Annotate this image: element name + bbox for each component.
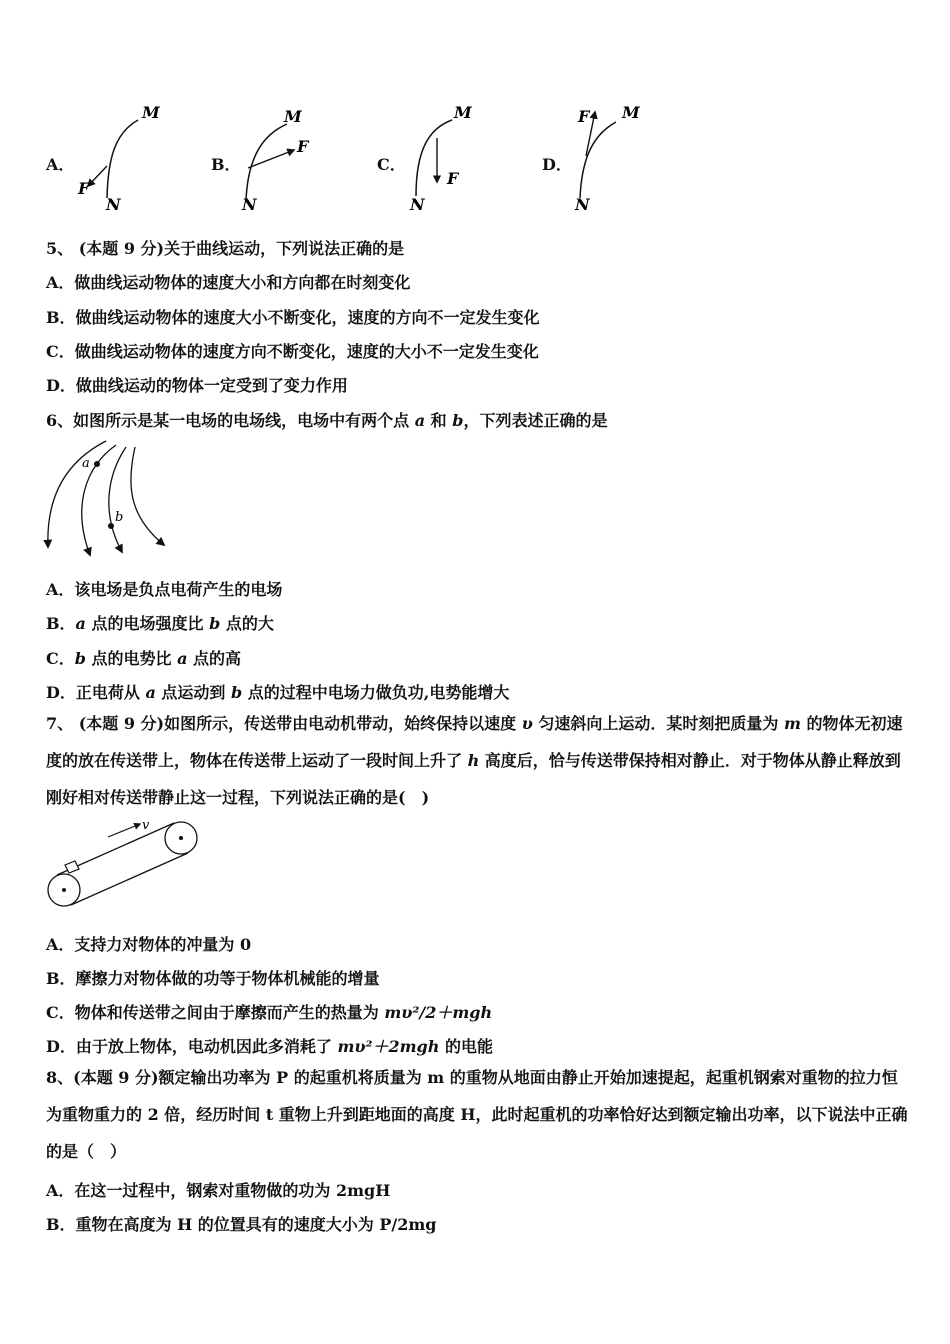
velocity-label: v — [142, 818, 150, 833]
q8-option-b: B．重物在高度为 H 的位置具有的速度大小为 P/2mg — [46, 1215, 437, 1234]
q4-figure-c — [400, 98, 500, 216]
q5-option-c: C．做曲线运动物体的速度方向不断变化，速度的大小不一定发生变化 — [46, 342, 539, 361]
q4-figure-d — [566, 98, 666, 216]
upper-pulley-axle — [179, 836, 183, 840]
label-m: M — [454, 103, 472, 122]
q4-figure-b — [232, 100, 332, 216]
label-n: N — [106, 195, 121, 214]
force-arrow — [88, 166, 107, 186]
label-m: M — [622, 103, 640, 122]
q5-option-a: A．做曲线运动物体的速度大小和方向都在时刻变化 — [46, 273, 411, 292]
label-n: N — [410, 195, 425, 214]
field-line — [48, 441, 106, 547]
q6-option-d: D．正电荷从 a 点运动到 b 点的过程中电场力做负功,电势能增大 — [46, 683, 510, 702]
q6-stem: 6、如图所示是某一电场的电场线，电场中有两个点 a 和 b，下列表述正确的是 — [46, 411, 608, 430]
label-f: F — [297, 137, 309, 156]
q5-option-b: B．做曲线运动物体的速度大小不断变化，速度的方向不一定发生变化 — [46, 308, 540, 327]
q6-option-c: C．b 点的电势比 a 点的高 — [46, 649, 242, 668]
lower-pulley-axle — [62, 888, 66, 892]
q5-option-d: D．做曲线运动的物体一定受到了变力作用 — [46, 376, 348, 395]
q8-stem: 8、(本题 9 分)额定输出功率为 P 的起重机将质量为 m 的重物从地面由静止开始加速提起，起重机钢索对重物的拉力恒为重物重力的 2 倍，经历时间 t 重物上升到距地面的高度 H，此时起重机的功率恰好达到额定输出功率，以下说法中正确的是（ ） — [46, 1068, 908, 1161]
q6-option-a: A．该电场是负点电荷产生的电场 — [46, 580, 283, 599]
field-line — [109, 447, 126, 552]
point-b-dot — [108, 523, 114, 529]
trajectory-curve — [107, 120, 138, 198]
electric-field-lines-figure — [40, 437, 175, 559]
label-f: F — [578, 107, 590, 126]
q4-option-a-label: A． — [46, 155, 75, 174]
q4-option-d-label: D． — [542, 155, 572, 174]
q7-option-d: D．由于放上物体，电动机因此多消耗了 mυ²＋2mgh 的电能 — [46, 1037, 493, 1056]
trajectory-curve — [580, 122, 616, 198]
point-a-label: a — [82, 456, 90, 471]
force-arrow — [248, 150, 294, 168]
q4-figure-a — [70, 98, 170, 216]
q7-option-b: B．摩擦力对物体做的功等于物体机械能的增量 — [46, 969, 380, 988]
q4-option-c-label: C． — [377, 155, 406, 174]
q6-option-b: B．a 点的电场强度比 b 点的大 — [46, 614, 274, 633]
label-f: F — [447, 169, 459, 188]
q8-option-a: A．在这一过程中，钢索对重物做的功为 2mgH — [46, 1181, 391, 1200]
label-m: M — [284, 107, 302, 126]
trajectory-curve — [246, 124, 287, 200]
q4-option-b-label: B． — [211, 155, 241, 174]
label-m: M — [142, 103, 160, 122]
label-n: N — [242, 195, 257, 214]
conveyor-belt-figure — [44, 815, 204, 910]
point-a-dot — [94, 461, 100, 467]
field-line — [131, 447, 164, 545]
q5-stem: 5、 (本题 9 分)关于曲线运动，下列说法正确的是 — [46, 239, 405, 258]
q7-option-a: A．支持力对物体的冲量为 0 — [46, 935, 252, 954]
point-b-label: b — [115, 510, 124, 525]
velocity-arrow — [108, 824, 140, 837]
label-n: N — [575, 195, 590, 214]
q7-option-c: C．物体和传送带之间由于摩擦而产生的热量为 mυ²/2＋mgh — [46, 1003, 493, 1022]
label-f: F — [78, 179, 90, 198]
q7-stem: 7、 (本题 9 分)如图所示，传送带由电动机带动，始终保持以速度 υ 匀速斜向上运动．某时刻把质量为 m 的物体无初速度的放在传送带上，物体在传送带上运动了一段时间上升了 h 高度后，恰与传送带保持相对静止．对于物体从静止释放到刚好相对传送带静止这一过程，下列说法正确的是( ) — [46, 714, 903, 807]
